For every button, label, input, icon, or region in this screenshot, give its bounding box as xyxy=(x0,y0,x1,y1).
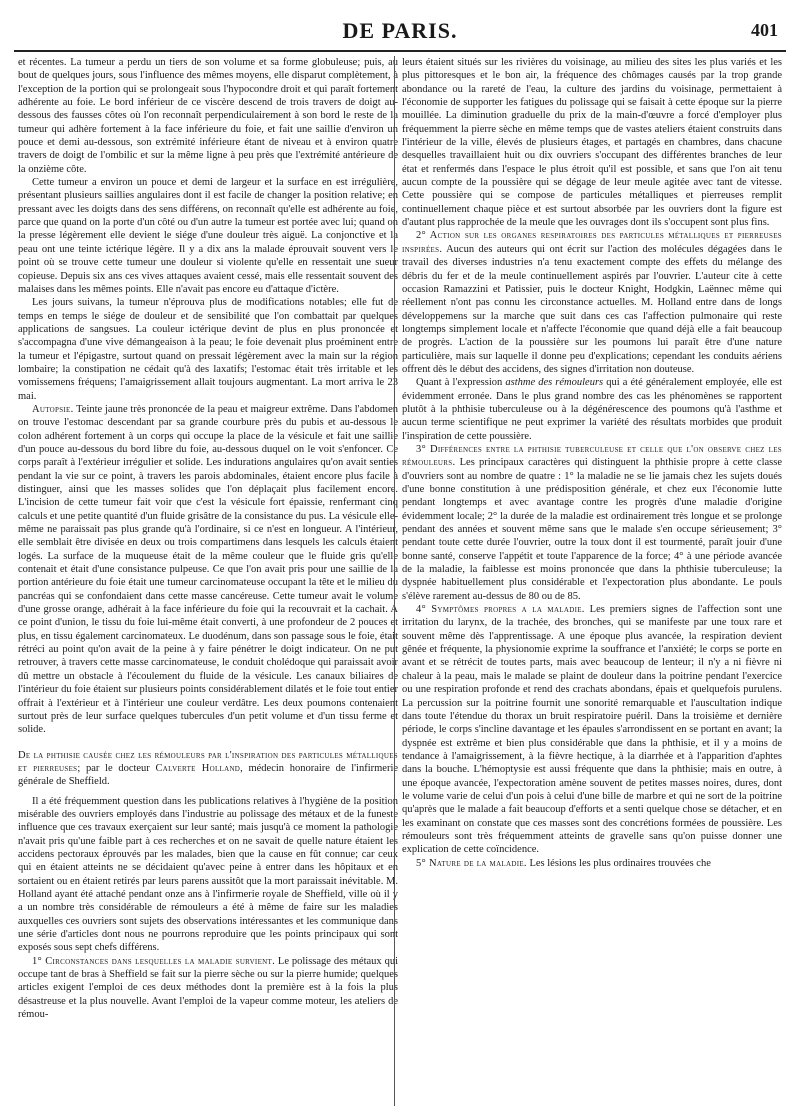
section-lead: 4° Symptômes propres a la maladie. xyxy=(416,604,585,616)
article-title-main: De la phthisie causée chez les rémouleurs par l'inspiration des particules métalliques et pierreuses xyxy=(18,749,398,774)
paragraph xyxy=(402,603,782,857)
paragraph-body: Les lésions les plus ordinaires trouvées che xyxy=(526,857,711,869)
page-title: DE PARIS. xyxy=(342,18,458,43)
article-title-by: ; par le docteur xyxy=(77,762,156,774)
header-rule xyxy=(14,50,786,52)
paragraph: et récentes. La tumeur a perdu un tiers de son volume et sa forme globuleuse; puis, au bout de quelques jours, sous l'influence des mêmes moyens, elle disparut complètement, à l'exception de la portion qui se prolongeait sous l'hypocondre droit et qui paraît fortement adhérente au foie. Le bord inférieur de ce viscère descend de trois travers de doigt au-dessous des fausses côtes où l'on reconnaît perpendiculairement à son bord le reste de la tumeur qui adhère fortement à la face inférieure du foie, et fait une saillie d'environ un pouce et demi au-dessous, son extrémité inférieure étant de niveau et à environ quatre travers de doigt de l'ombilic et sur la même ligne à peu près que l'extrémité antérieure de la onzième côte. xyxy=(18,57,398,175)
paragraph xyxy=(18,403,398,737)
paragraph-body: qui a été généralement employée, elle est évidemment erronée. Dans le plus grand nombre des cas les phénomènes se rapportent plutôt à la phthisie tuberculeuse ou à la dégénérescence des poumons qu'à l'asthme et aucun terme scientifique ne peut exprimer la variété des résultats morbides que produit l'inspiration de cette poussière. xyxy=(402,377,782,442)
right-column xyxy=(402,56,782,1108)
paragraph xyxy=(402,857,782,870)
paragraph-body: Les premiers signes de l'affection sont une irritation du larynx, de la trachée, des bronches, qui se manifeste par une toux rare et souvent même dès l'apprentissage. A une époque plus avancée, la respiration devient gênée et fréquente, la physionomie exprime la souffrance et l'anxiété; le corps se porte en avant et se rétrécit de toutes parts, mais avec beaucoup de lenteur; il n'y a ni fièvre ni chaleur à la peau, mais le malade se plaint de douleur dans la poitrine pendant l'exercice ou une respiration profonde et rend des crachats abondans, épais et quelquefois purulens. La percussion sur la poitrine fournit une sonorité remarquable et l'auscultation indique dans toute l'étendue du thorax un bruit respiratoire puéril. Dans la troisième et dernière période, le corps s'incline davantage et les épaules s'arrondissent en se portant en avant; la dyspnée est extrême et bien plus considérable que dans la phthisie, et il y a moins de tendance à l'amaigrissement, à la fièvre hectique, à la diarrhée et à l'apparition d'aphtes dans la bouche. L'hémoptysie est aussi fréquente que dans la phthisie; mais en outre, à une époque avancée, l'expectoration amène souvent de petites masses noires, dures, dont le volume varie de celui d'un pois à celui d'une bille de marbre et qui ne sort de la poitrine qu'après que le malade a fait beaucoup d'efforts et a senti quelque chose se détacher, et en les examinant on constate que ces masses sont des concrétions formées de poussière. Les rémouleurs sont très fréquemment atteints de gravelle sans qu'on puisse donner une explication de cette coïncidence. xyxy=(402,604,782,856)
autopsy-lead: Autopsie. xyxy=(32,403,74,415)
paragraph xyxy=(402,443,782,603)
left-column xyxy=(18,56,398,1108)
section-lead: 5° Nature de la maladie. xyxy=(416,857,527,869)
column-divider xyxy=(394,56,395,1106)
article-author: Calverte Holland xyxy=(155,762,241,774)
section-lead: 1° Circonstances dans lesquelles la maladie survient. xyxy=(32,955,275,967)
paragraph: Les jours suivans, la tumeur n'éprouva plus de modifications notables; elle fut de temps en temps le siége de douleur et de sensibilité que l'on combattait par quelques applications de sangsues. La couleur ictérique devint de plus en plus prononcée et s'accompagna d'une vive démangeaison à la peau; le foie devenait plus proéminent entre la tumeur et l'épigastre, surtout quand on pressait légèrement avec la main sur la région lombaire; la constipation ne cédait qu'à des laxatifs; l'estomac était très irritable et les vomissemens fréquens; l'amaigrissement allait toujours augmentant. La mort arriva le 23 mai. xyxy=(18,297,398,402)
article-title-end: , médecin honoraire de l'infirmerie générale de Sheffield. xyxy=(18,762,398,788)
paragraph: leurs étaient situés sur les rivières du voisinage, au milieu des sites les plus variés et les plus pittoresques et le bon air, la fréquence des chômages causés par la trop grande abondance ou la rareté de l'eau, la culture des jardins du voisinage, permettaient à l'économie de supporter les fatigues du polissage qui se faisait à cette époque sur la pierre mouillée. La diminution graduelle du prix de la main-d'œuvre a forcé d'employer plus fréquemment la pierre sèche en même temps que de vastes ateliers étaient construits dans l'intérieur de la ville, élevés de plusieurs étages, et partagés en chambres, dans chacune desquelles travaillaient huit ou dix ouvriers s'occupant des différentes branches de leur état et renfermés dans l'espace le plus étroit qu'il est possible, et sans que l'on ait tenu aucun compte de la poussière qui se dégage de leur meule agitée avec tant de vitesse. Cette poussière qui se compose de particules métalliques et pierreuses remplit continuellement chaque pièce et est surtout absorbée par les ouvriers dont la figure est d'autant plus rapprochée de la meule que les ouvrages dont ils s'occupent sont plus fins. xyxy=(402,57,782,229)
paragraph xyxy=(402,376,782,443)
paragraph xyxy=(402,229,782,376)
paragraph-body: Le polissage des métaux qui occupe tant de bras à Sheffield se fait sur la pierre sèche ou sur la pierre humide; quelques articles exigent l'emploi de ces deux méthodes dont la première est à la fois la plus désastreuse et la plus nouvelle. Avant l'emploi de la vapeur comme moteur, les ateliers de rémou- xyxy=(18,955,398,1021)
page-header xyxy=(0,8,800,48)
section-lead: 3° Différences entre la phthisie tuberculeuse et celle que l'on observe chez les rémouleurs. xyxy=(402,443,782,469)
paragraph xyxy=(18,955,398,1022)
paragraph: Il a été fréquemment question dans les publications relatives à l'hygiène de la position misérable des ouvriers employés dans l'industrie au polissage des métaux et de la funeste influence que ces travaux exerçaient sur leur santé; mais jusqu'à ce moment la pathologie n'avait pris qu'une faible part à ces recherches et on ne savait de quelle nature étaient les accidens pectoraux éprouvés par les malades, bien que la cause en fût connue; car ceux qui en étaient atteints ne se décidaient qu'avec peine à entrer dans les hôpitaux et en sortaient ou en étaient retirés par leurs parens aussitôt que la mort paraissait inévitable. M. Holland ayant été attaché pendant onze ans à l'infirmerie royale de Sheffield, ville où il y a un nombre très considérable de rémouleurs a été à même de faire sur les maladies auxquelles ces ouvriers sont sujets des observations intéressantes et les communique dans une série d'articles dont nous ne pourrons reproduire que les points principaux qui sont exposés sous sept chefs différens. xyxy=(18,795,398,954)
paragraph-body: Quant à l'expression xyxy=(416,377,506,389)
article-title xyxy=(18,749,398,789)
paragraph: Cette tumeur a environ un pouce et demi de largeur et la surface en est irrégulière, présentant plusieurs saillies angulaires dont il est facile de changer la position relative; en pressant avec les doigts dans des sens différens, on reconnaît qu'elle est adhérente au foie, parce que quand on la porte d'un côté ou d'un autre la tumeur est portée avec lui; quand on la presse légèrement elle devient le siége d'une douleur très aiguë. La conjonctive et la peau ont une teinte ictérique légère. Il y a dix ans la malade éprouvait souvent vers le point où se trouve cette tumeur une douleur si violente qu'elle en ressentait une sueur copieuse. Depuis six ans ces vives attaques avaient cessé, mais elle ressentait souvent des malaises dans les mêmes points. Elle n'avait pas encore eu d'attaque d'ictère. xyxy=(18,177,398,295)
paragraph-body: Teinte jaune très prononcée de la peau et maigreur extrême. Dans l'abdomen on trouve l'estomac descendant par sa grande courbure près du pubis et au-dessous le colon adhérent fortement à un corps qui occupe la place de la vésicule et fait une saillie d'un pouce au-dessous du bord libre du foie, au-dessous duquel on le voit s'enfoncer. Ce corps paraît à l'extérieur irrégulier et solide. Les indurations angulaires qu'on avait senties pendant la vie sur ce point, à travers les parois abdominales, étaient encore plus facile à distinguer, ainsi que les masses solides que l'on déplaçait plus facilement encore. L'incision de cette tumeur fait voir que c'est la vésicule fort épaissie, renfermant cinq calculs et une petite quantité d'un fluide grisâtre de la consistance du pus. La vésicule elle-même ne paraissait pas plus grande qu'à l'ordinaire, si ce n'est en longueur. A l'intérieur, elle semblait être divisée en deux ou trois compartimens dans lesquels les calculs étaient logés. La surface de la muqueuse était de la même couleur que le fluide gris qu'elle contenait et était d'une consistance pulpeuse. Ce que l'on avait pris pour une saillie de la portion antérieure du foie était une tumeur carcinomateuse occupant la tête et le milieu du pancréas qui se confondaient dans cette masse cancéreuse. Cette tumeur avait le volume d'une grosse orange, adhérait à la face inférieure du foie qui la recouvrait et la cachait. A ce point d'union, le tissu du foie lui-même était converti, à une profondeur de 2 pouces et plus, en tissu également carcinomateux. Le duodénum, dans son passage sous le foie, était rétréci au point qu'on avait de la peine à y faire pénétrer le doigt indicateur. On ne put retrouver, à travers cette masse carcinomateuse, le conduit cholédoque qui paraissait avoir dû mettre un obstacle à l'écoulement du fluide de la vésicule. Les canaux biliaires de l'intérieur du foie étaient sur plusieurs points considérablement dilatés et le foie tout entier offrait à l'extérieur et à l'intérieur une couleur verdâtre. Les deux poumons contenaient surtout près de leur surface quelques tubercules d'un petit volume et d'un tissu ferme et solide. xyxy=(18,403,398,736)
page-number: 401 xyxy=(751,20,778,40)
paragraph-body: Aucun des auteurs qui ont écrit sur l'action des molécules dégagées dans le travail des diverses industries n'a tenu exactement compte des effets du mélange des débris du fer et de la meule continuellement aspirés par l'ouvrier. L'auteur cite à cette occasion Ramazzini et Patissier, puis le docteur Knight, Hodgkin, Laënnec même qui réellement n'ont pas connu les circonstance actuelles. M. Holland entre dans de longs développemens sur la marche que suit dans ces cas l'affection pulmonaire qui reste longtemps simplement locale et n'affecte l'économie que quand déjà elle a fait beaucoup de progrès. L'action de la poussière sur les poumons lui paraît être d'une nature particulière, mais sur laquelle il donne peu d'explications; cependant les conduits aériens offrent dès le début des accidens, des signes d'irritation non douteuse. xyxy=(402,243,782,375)
section-lead: 2° Action sur les organes respiratoires des particules métalliques et pierreuses inspirées. xyxy=(402,230,782,255)
emphasis: asthme des rémouleurs xyxy=(505,377,604,389)
paragraph-body: Les principaux caractères qui distinguent la phthisie propre à cette classe d'ouvriers sont au nombre de quatre : 1° la maladie ne se lie jamais chez les sujets doués d'une bonne constitution à une prédisposition générale, et chez eux l'économie lutte pendant longtemps et avec avantage contre les progrès d'une maladie d'origine évidemment locale; 2° la durée de la maladie est ordinairement très longue et se prolonge pendant des années et souvent même sans que le malade s'en occupe sérieusement; 3° pendant toute cette durée l'ouvrier, outre la toux dont il est tourmenté, paraît jouir d'une bonne santé, conserve l'appétit et toute l'apparence de la force; 4° à une période avancée de la maladie, la faiblesse est moins prononcée que dans la phthisie tuberculeuse; la dyspnée habituellement plus considérable et l'expectoration plus abondante. Le pouls s'élève rarement au-dessus de 80 ou de 85. xyxy=(402,457,782,602)
